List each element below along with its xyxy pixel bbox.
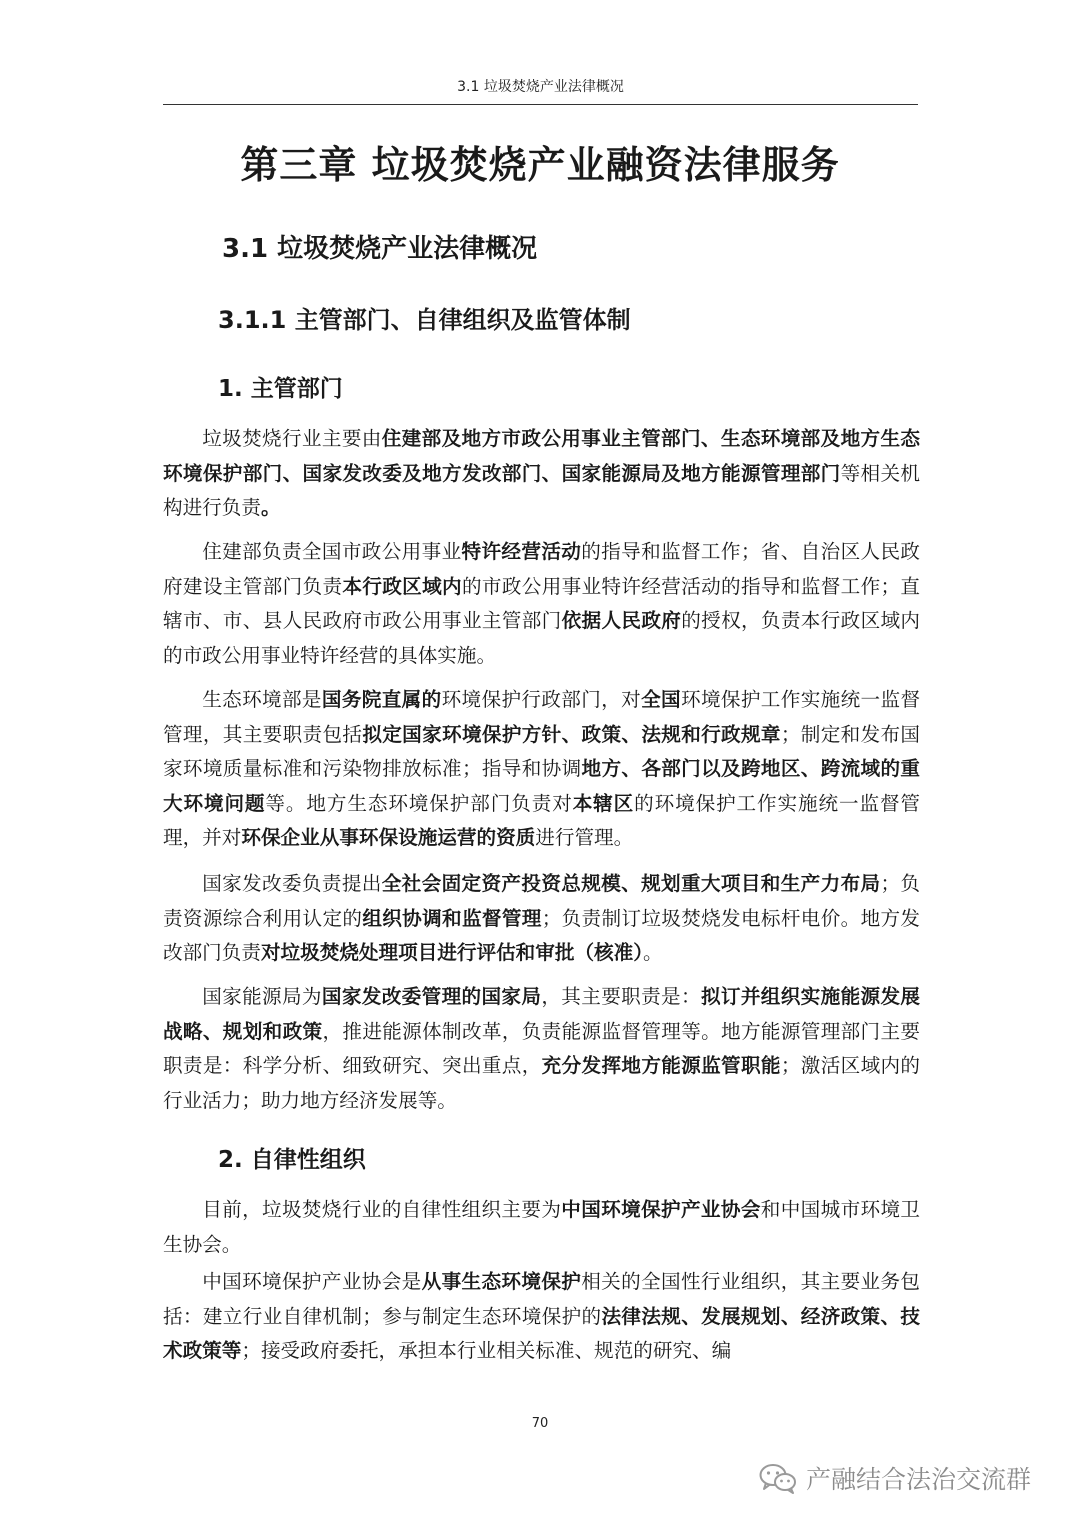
section-title: 3.1 垃圾焚烧产业法律概况 [222,234,538,264]
body-text: ，推进能源体制改革，负责能源监督管理等。地方能源管理部门主要职责是：科学分析、细致研究、突出重点， [163,1019,921,1077]
watermark-text: 产融结合法治交流群 [806,1465,1032,1494]
paragraph [163,422,920,526]
emphasized-text: 环保企业从事环保设施运营的资质 [241,826,536,849]
page-number: 70 [531,1416,549,1431]
paragraph [163,1193,920,1262]
emphasized-text: 本行政区域内 [342,574,462,598]
emphasized-text: 充分发挥地方能源监管职能 [541,1054,781,1077]
paragraph [163,980,920,1118]
body-text: 中国环境保护产业协会是 [202,1270,422,1293]
body-text: ，其主要职责是： [541,985,701,1008]
body-text: 目前，垃圾焚烧行业的自律性组织主要为 [202,1198,562,1221]
body-text: 国家能源局为 [202,985,322,1008]
emphasized-text: 全国 [641,688,681,711]
emphasized-text: 国务院直属的 [321,688,442,711]
paragraph [163,1265,920,1369]
body-text: ；负责制订垃圾焚烧发电标杆电价。地方发改部门负责 [163,906,921,964]
body-text: 等相关机构进行负责 [163,461,921,519]
emphasized-text: 对垃圾焚烧处理项目进行评估和审批（核准） [260,941,644,964]
body-text: ；接受政府委托，承担本行业相关标准、规范的研究、编 [241,1339,732,1362]
emphasized-text: 组织协调和监督管理 [362,906,542,930]
emphasized-text: 。 [260,496,281,519]
body-text: 垃圾焚烧行业主要由 [202,427,382,450]
emphasized-text: 国家发改委管理的国家局 [321,985,542,1008]
emphasized-text: 从事生态环境保护 [421,1270,582,1293]
emphasized-text: 地方、各部门以及跨地区、跨流域的重大环境问题 [163,757,921,815]
body-text: 等。地方生态环境保护部门负责对 [265,791,573,815]
body-text: 的授权，负责本行政区域内的市政公用事业特许经营的具体实施。 [163,609,921,667]
emphasized-text: 依据人民政府 [561,609,682,632]
body-text: 的环境保护工作实施统一监督管理，并对 [163,791,921,849]
emphasized-text: 拟定国家环境保护方针、政策、法规和行政规章 [362,722,781,746]
body-text: 。 [643,941,663,964]
emphasized-text: 全社会固定资产投资总规模、规划重大项目和生产力布局 [381,872,881,895]
body-text: 和中国城市环境卫生协会。 [163,1198,921,1256]
emphasized-text: 本辖区 [572,791,635,815]
paragraph [163,535,920,673]
body-text: 进行管理。 [535,826,634,849]
chapter-title: 第三章 垃圾焚烧产业融资法律服务 [240,143,840,187]
wechat-icon [758,1462,798,1494]
emphasized-text: 特许经营活动 [461,540,582,563]
paragraph [163,683,920,856]
heading-competent-authorities: 1. 主管部门 [218,376,343,402]
body-text: ；制定和发布国家环境质量标准和污染物排放标准；指导和协调 [163,722,921,780]
running-header: 3.1 垃圾焚烧产业法律概况 [457,79,624,95]
body-text: 生态环境部是 [202,688,322,711]
body-text: 的指导和监督工作；省、自治区人民政府建设主管部门负责 [163,540,921,598]
body-text: 相关的全国性行业组织，其主要业务包括：建立行业自律机制；参与制定生态环境保护的 [163,1270,921,1328]
body-text: ；负责资源综合利用认定的 [163,872,921,930]
header-rule [163,104,918,105]
body-text: 环境保护工作实施统一监督管理，其主要职责包括 [163,688,921,746]
body-text: ；激活区域内的行业活力；助力地方经济发展等。 [163,1054,921,1112]
emphasized-text: 住建部及地方市政公用事业主管部门、生态环境部及地方生态环境保护部门、国家发改委及地方发改部门、国家能源局及地方能源管理部门 [163,427,921,485]
emphasized-text: 中国环境保护产业协会 [561,1198,761,1221]
watermark [758,1458,1031,1498]
heading-self-regulatory-organizations: 2. 自律性组织 [218,1147,366,1173]
paragraph [163,867,920,971]
subsection-title: 3.1.1 主管部门、自律组织及监管体制 [218,306,631,334]
body-text: 的市政公用事业特许经营活动的指导和监督工作；直辖市、市、县人民政府市政公用事业主管部门 [163,574,921,632]
body-text: 住建部负责全国市政公用事业 [202,540,462,563]
body-text: 国家发改委负责提出 [202,872,382,895]
emphasized-text: 法律法规、发展规划、经济政策、技术政策等 [163,1304,921,1362]
body-text: 环境保护行政部门，对 [441,688,642,711]
emphasized-text: 拟订并组织实施能源发展战略、规划和政策 [163,985,921,1043]
